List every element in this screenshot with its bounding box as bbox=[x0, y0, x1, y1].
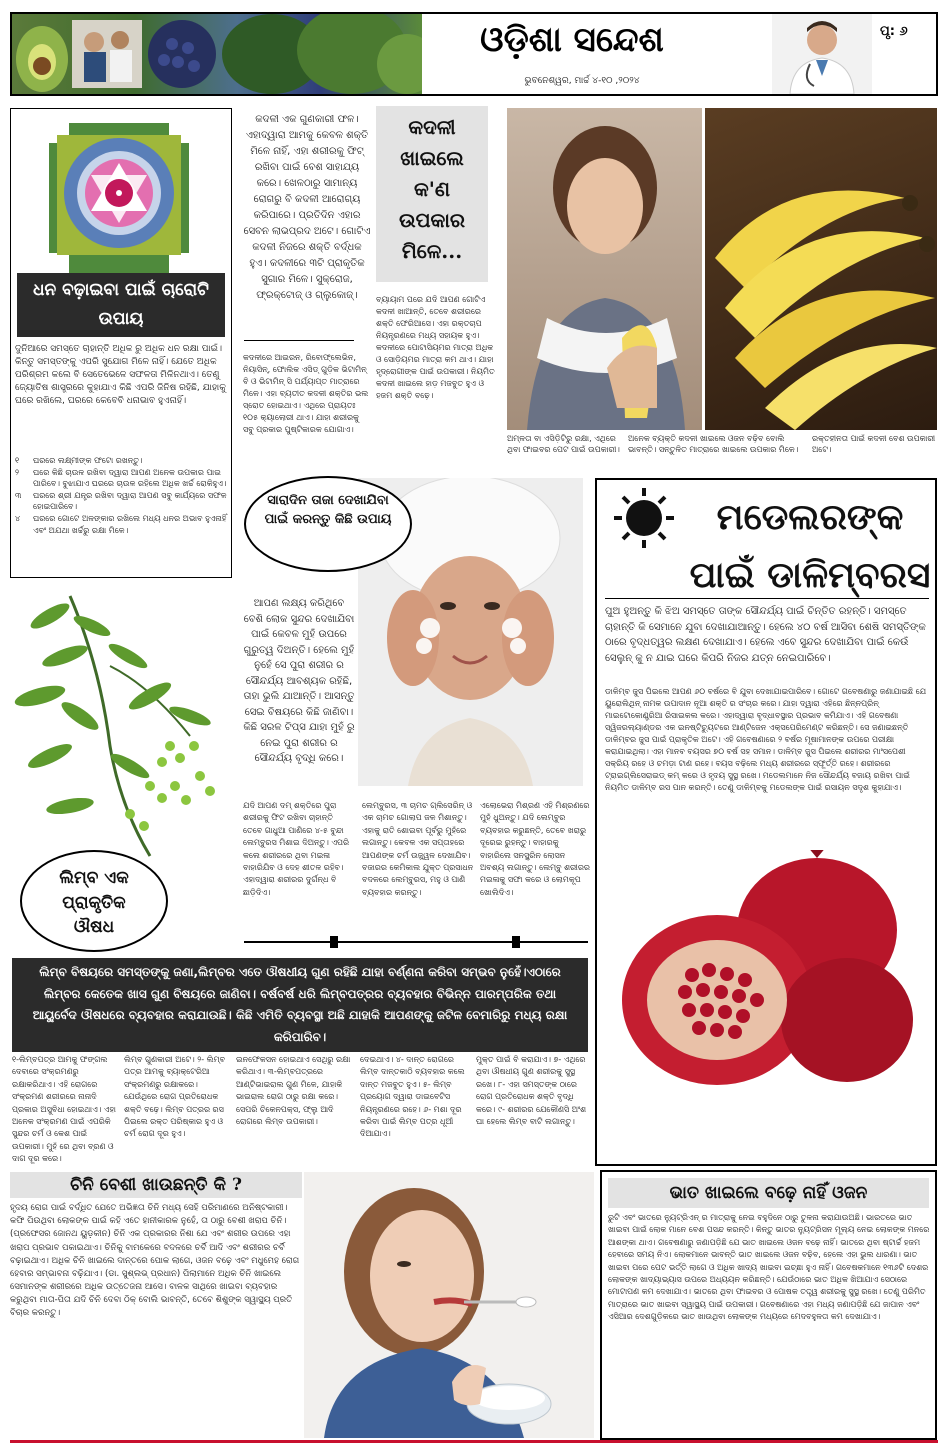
neem-banner-text: ଲିମ୍ବ ବିଷୟରେ ସମସ୍ତଙ୍କୁ ଜଣା,ଲିମ୍ବର ଏତେ ଔଷଧୀୟ ଗୁଣ ରହିଛି ଯାହା ବର୍ଣ୍ଣନା କରିବା ସମ୍ଭବ ନୁହେଁ।ଏଠାରେ ଲିମ୍ବର କେତେକ ଖାସ ଗୁଣ ବିଷୟରେ ଜାଣିବା। ବର୍ଷବର୍ଷ ଧରି ଲିମ୍ବପତ୍ରର ବ୍ୟବହାର ବିଭିନ୍ନ ପାରମ୍ପରିକ ତଥା ଆୟୁର୍ବେଦ ଔଷଧରେ ବ୍ୟବହାର କରାଯାଉଛି। କିଛି ଏମିତି ବ୍ୟବସ୍ଥା ଅଛି ଯାହାକି ଆପଣଙ୍କୁ ଜଟିଳ ବେମାରିରୁ ମଧ୍ୟ ରକ୍ଷା କରିପାରିବ। bbox=[32, 965, 568, 1044]
wealth-point-text: ଘରରେ ଶ୍ରୀ ଯନ୍ତ୍ର ରଖିବା ଦ୍ୱାରା ଆପଣ ସବୁ କାର୍ଯ୍ୟରେ ସଫଳ ହୋଇପାରିବେ। bbox=[33, 490, 227, 512]
banana-headline-box bbox=[376, 106, 488, 282]
pomegranate-section bbox=[595, 478, 937, 1166]
wealth-point-text: ଘରରେ ଗୋଟେ ଅଳଙ୍କାର ରଖିଲେ ମଧ୍ୟ ଧନର ଅଭାବ ହୁଏନାହିଁ ଏବଂ ଅଯଥା ଖର୍ଚ୍ଚରୁ ରକ୍ଷା ମିଳେ। bbox=[33, 513, 227, 535]
neem-col3: ଇନଫେକସନ ହୋଇଥାଏ ସେଥିରୁ ରକ୍ଷା କରିଥାଏ। ୩-ଲିମ୍ବପତ୍ରରେ ଆଣ୍ଟିଭାଇରାଲ ଗୁଣ ମିଳେ, ଯାହାକି ଭାଇରାଲ ରୋଗ ଠାରୁ ରକ୍ଷା କରେ। ସେପରି ଚିକେନପକ୍ସ, ଫ୍ଲୁ ଆଦି ରୋଗରେ ଲିମ୍ବ ଉପକାରୀ। bbox=[236, 1055, 351, 1126]
wealth-point-text: ଘରରେ ଲକ୍ଷ୍ମୀଙ୍କ ଫଟୋ ରଖନ୍ତୁ। bbox=[33, 456, 143, 465]
wealth-point-num: ୪ bbox=[15, 513, 21, 523]
wealth-points bbox=[15, 455, 227, 536]
neem-bubble-text: ଲିମ୍ବ ଏକ ପ୍ରାକୃତିକ ଔଷଧ bbox=[59, 868, 129, 938]
wealth-point-num: ୧ bbox=[15, 456, 20, 465]
neem-col4: ଦେଇଥାଏ। ୪- ଦାନ୍ତ ରୋଗରେ ଲିମ୍ବ ଦାନ୍ତକାଠି ବ୍ୟବହାର କଲେ ଦାନ୍ତ ମଜବୁତ ହୁଏ। ୫- ଲିମ୍ବ ପ୍ରୟୋଗ ଦ୍ୱାରା ଡାଇବେଟିସ ନିୟନ୍ତ୍ରଣରେ ରହେ। ୬- ମଶା ଦୂର କରିବା ପାଇଁ ଲିମ୍ବ ପତ୍ର ଧୂଆଁ ଦିଆଯାଏ। bbox=[360, 1055, 465, 1139]
shri-yantra-image bbox=[39, 113, 199, 273]
banana-caption3: ରକ୍ତହୀନତା ପାଇଁ କଦଳୀ ବେଶ ଉପକାରୀ ଅଟେ। bbox=[812, 434, 936, 454]
fresh-col2: ଲେମ୍ବୁରସ, ୩ ଚାମଚ ଗ୍ଲିସେରିନ୍ ଓ ଏକ ଚାମଚ ଗୋଲାପ ଜଳ ମିଶାନ୍ତୁ। ଏହାକୁ ରାତି ଶୋଇବା ପୂର୍ବରୁ ମୁହଁରେ ଲଗାନ୍ତୁ। କେବଳ ଏକ ସପ୍ତାହରେ ଆପଣଙ୍କ ଚର୍ମ ଉଜ୍ଜ୍ୱଳ ଦେଖାଯିବ। ବଜାରର କେମିକାଲ ଯୁକ୍ତ ପ୍ରସାଧନ ବଦଳରେ ଲେମ୍ବୁରସ, ମହୁ ଓ ପାଣି ବ୍ୟବହାର କରନ୍ତୁ। bbox=[362, 801, 474, 897]
pomegranate-body: ଡାଳିମ୍ବ ଜୁସ ପିଇଲେ ଆପଣ ୬୦ ବର୍ଷରେ ବି ଯୁବା ଦେଖାଯାଇପାରିବେ। ଗୋଟେ ଗବେଷଣାରୁ ଜଣାଯାଇଛି ଯେ ୟୁରୋଲିଥିନ୍ ନାମକ ଉପାଦାନ ନୂଆ ଶକ୍ତି ର ସଂଚାର କରେ। ଯାହା ଦ୍ୱାରା ଏହିରେ ଛିନ୍ନପ୍ରିନ୍ ମାଇଟୋକୋଣ୍ଡ୍ରିଆ ରିସାଇକଲ କରେ। ଏହାଦ୍ୱାରା ବୃଦ୍ଧାବସ୍ଥାର ପ୍ରଭାବ କମିଯାଏ। ଏହି ଗବେଷଣା ସ୍ୱିଜରଲ୍ୟାଣ୍ଡର ଏକ ଇନଷ୍ଟିଚ୍ୟୁଟରେ ଆଣ୍ଟିଜେନ ଏକ୍ସପେରିମେଣ୍ଟ କରିଛନ୍ତି। ସେ ଜଣାଇଛନ୍ତି ଡାଳିମ୍ବର ଜୁସ ପାଇଁ ପ୍ରାକୃତିକ ଅଟେ। ଏହି ଗବେଷଣାରେ ୨ ବର୍ଷର ମୂଷାମାନଙ୍କ ଉପରେ ପରୀକ୍ଷା କରାଯାଇଥିଲା। ଏହା ମାନବ ବୟସର ୭୦ ବର୍ଷ ସହ ସମାନ। ଡାଳିମ୍ବ ଜୁସ ପିଇଲେ ଶରୀରର ମାଂସପେଶୀ ସକ୍ରିୟ ରହେ ଓ ଚମଡ଼ା ଟାଣ ରହେ। ବୟସ ବଢ଼ିଲେ ମଧ୍ୟ ଶରୀରରେ ସ୍ଫୂର୍ତ୍ତି ରହେ। ଶରୀରରେ ଟ୍ରାଇଗ୍ଲିସେରାଇଡ୍ କମ୍ କରେ ଓ ହୃଦୟ ସୁସ୍ଥ ରଖେ। ମଡେଲମାନେ ନିଜ ସୌନ୍ଦର୍ଯ୍ୟ ବଜାୟ ରଖିବା ପାଇଁ ନିୟମିତ ଡାଳିମ୍ବ ରସ ପାନ କରନ୍ତି। ତେଣୁ ଡାଳିମ୍ବକୁ ମଡେଲଙ୍କ ପାଇଁ ରସାୟନ ସଦୃଶ କୁହାଯାଏ। bbox=[605, 687, 927, 792]
wealth-point bbox=[15, 467, 227, 490]
banana-col2: କଦଳୀରେ ଆଇରନ, ରିବୋଫ୍ଲେଭିନ, ନିୟାସିନ୍, ଫୋଲିକ ଏସିଡ୍ ଗୁଡ଼ିକ ଭିଟାମିନ୍ ବି ଓ ଭିଟାମିନ୍ ସି ପର୍ଯ୍ୟାପ୍ତ ମାତ୍ରାରେ ମିଳେ। ଏହା ବ୍ୟତୀତ କଦଳୀ ଶକ୍ତିର ଭଲ ସ୍ରୋତ ହୋଇଥାଏ। ଏଥିରେ ପ୍ରାୟତଃ ୧୦୫ କ୍ୟାଲୋରୀ ଥାଏ। ଯାହା ଶରୀରକୁ ସବୁ ପ୍ରକାର ପୁଷ୍ଟିକାରକ ଯୋଗାଏ। bbox=[243, 353, 369, 434]
neem-col1: ୧-ଲିମ୍ବପତ୍ର ଆମକୁ ଫଙ୍ଗଲ ଦେବାରେ ସଂକ୍ରମଣରୁ ରକ୍ଷାକରିଥାଏ। ଏହି ରୋଗରେ ସଂକ୍ରମଣ ଶରୀରରେ ନାନାଦି ପ୍ରକାର ଅସୁବିଧା ହୋଇଥାଏ। ଏହା ଅନେକ ସଂକ୍ରମଣ ପାଇଁ ଏପରିକି ସୁନ୍ଦର ଚର୍ମ ଓ କେଶ ପାଇଁ ଉପକାରୀ। ମୁହଁ ରେ ଥିବା ବ୍ରଣ ଓ ଦାଗ ଦୂର କରେ। bbox=[12, 1055, 116, 1164]
masthead bbox=[10, 12, 938, 96]
sugar-headline: ଚିନି ବେଶୀ ଖାଉଛନ୍ତି କି ? bbox=[70, 1175, 242, 1195]
banana-col3: ବ୍ୟାୟାମ ପରେ ଯଦି ଆପଣ ଗୋଟିଏ କଦଳୀ ଖାଆନ୍ତି, ତେବେ ଶରୀରରେ ଶକ୍ତି ଫେରିଆସେ। ଏହା ରକ୍ତଚାପ ନିୟନ୍ତ୍ରଣରେ ମଧ୍ୟ ସହାୟକ ହୁଏ। କଦଳୀରେ ପୋଟାସିୟମର ମାତ୍ରା ଅଧିକ ଓ ସୋଡ଼ିୟମର ମାତ୍ରା କମ ଥାଏ। ଯାହା ହୃଦ୍‌ରୋଗୀଙ୍କ ପାଇଁ ଉପକାରୀ। ନିୟମିତ କଦଳୀ ଖାଇଲେ ହାଡ଼ ମଜବୁତ ହୁଏ ଓ ହଜମ ଶକ୍ତି ବଢ଼େ। bbox=[376, 295, 495, 400]
wealth-intro: ଦୁନିଆରେ ସମସ୍ତେ ଚାହାନ୍ତି ଅଧିକ ରୁ ଅଧିକ ଧନ ରକ୍ଷା ପାଇଁ। କିନ୍ତୁ ସମସ୍ତଙ୍କୁ ଏପରି ସୁଯୋଗ ମିଳେ ନାହିଁ। ଯେତେ ଅଧିକ ପରିଶ୍ରମ କଲେ ବି ସେତେଭେଳେ ସଫଳତା ମିଳିନଥାଏ। ତେଣୁ ଜ୍ୟୋତିଷ ଶାସ୍ତ୍ରରେ କୁହାଯାଏ କିଛି ଏପରି ଜିନିଷ ରହିଛି, ଯାହାକୁ ଘରେ ରଖିଲେ, ଘରରେ କେବେବି ଧନାଭାବ ହୁଏନାହିଁ। bbox=[15, 344, 226, 407]
wealth-point-num: ୩ bbox=[15, 490, 22, 500]
neem-banner bbox=[12, 958, 588, 1052]
neem-col5: ମୁକ୍ତ ପାଇଁ ବି କରାଯାଏ। ୭- ଏଥିରେ ଥିବା ଔଷଧୀୟ ଗୁଣ ଶରୀରକୁ ସୁସ୍ଥ ରଖେ। ୮- ଏହା ସମସ୍ତଙ୍କ ଠାରେ ରୋଗ ପ୍ରତିରୋଧକ ଶକ୍ତି ବୃଦ୍ଧି କରେ। ୯- ଶରୀରର ଯେକୌଣସି ଅଂଶ ଘା ହେଲେ ଲିମ୍ବ ବାଟି ଲଗାନ୍ତୁ। bbox=[476, 1055, 587, 1126]
fresh-col-beside: ଆପଣ ଲକ୍ଷ୍ୟ କରିଥିବେ ବେଶି ଲୋକ ସୁନ୍ଦର ଦେଖାଯିବା ପାଇଁ କେବଳ ମୁହଁ ଉପରେ ଗୁରୁତ୍ୱ ଦିଅନ୍ତି। ହେଲେ ମୁହଁ ନୁହେଁ ସେ ପୁରା ଶରୀର ର ସୌନ୍ଦର୍ଯ୍ୟ ଆବଶ୍ୟକ ରହିଛି, ତାହା ଭୁଲି ଯାଆନ୍ତି। ଆସନ୍ତୁ ସେଇ ବିଷୟରେ କିଛି ଜାଣିବା। କିଛି ସରଳ ଟିପ୍ସ ଯାହା ମୁହଁ ରୁ ନେଇ ପୁରା ଶରୀର ର ସୌନ୍ଦର୍ଯ୍ୟ ବୃଦ୍ଧି କରେ। bbox=[243, 598, 355, 764]
fresh-rule-marker bbox=[512, 936, 520, 948]
pomegranate-lead: ପୁଅ ହୁଅନ୍ତୁ କି ଝିଅ ସମସ୍ତେ ତାଙ୍କ ସୌନ୍ଦର୍ଯ୍ୟ ପାଇଁ ଚିନ୍ତିତ ରହନ୍ତି। ସମସ୍ତେ ଚାହାନ୍ତି କି ସେମାନେ ଯୁବା ଦେଖାଯାଆନ୍ତୁ। ହେଲେ ୪୦ ବର୍ଷ ଆସିବା ଶେଷି ସମସ୍ତିଙ୍କ ଠାରେ ବୃଦ୍ଧତ୍ୱର ଲକ୍ଷଣ ଦେଖାଯାଏ। ହେଲେ ଏବେ ସୁନ୍ଦର ଦେଖାଯିବା ପାଇଁ କେଉଁ ସେଲୁନ୍ କୁ ନ ଯାଇ ଘରେ କିପରି ନିଜର ଯତ୍ନ ନେଇପାରିବେ। bbox=[605, 606, 926, 664]
wealth-title: ଧନ ବଢ଼ାଇବା ପାଇଁ ଚାରୋଟି ଉପାୟ bbox=[17, 273, 225, 337]
neem-bubble bbox=[20, 850, 168, 952]
footer-rule bbox=[10, 1440, 938, 1443]
banana-caption2: ଅନେକ ବ୍ୟକ୍ତି କଦଳୀ ଖାଇଲେ ଓଜନ ବଢ଼ିବ ବୋଲି ଭାବନ୍ତି। ସନ୍ତୁଳିତ ମାତ୍ରାରେ ଖାଇଲେ ଉପକାର ମିଳେ। bbox=[628, 434, 799, 454]
pomegranate-headline: ମଡେଲରଙ୍କ ପାଇଁ ଡାଳିମ୍ବରସ bbox=[689, 496, 931, 596]
wealth-point-num: ୨ bbox=[15, 467, 19, 477]
woman-eating-banana-image bbox=[507, 108, 702, 430]
pomegranate-image bbox=[617, 850, 917, 1090]
banana-caption1: ଅମ୍ଳତା ବା ଏସିଡ଼ିଟିରୁ ରକ୍ଷା, ଏଥିରେ ଥିବା ଫାଇବର ପେଟ ପାଇଁ ଉପକାରୀ। bbox=[507, 434, 620, 454]
wealth-point bbox=[15, 513, 227, 536]
woman-eating-yogurt-image bbox=[304, 1172, 594, 1438]
rice-body: ରୁଟି ଏବଂ ଭାତରେ ନ୍ୟୁଟ୍ରିଏନ୍ ର ମାତ୍ରାକୁ ନେଇ ବହୁଦିନେ ଠାରୁ ତୁଳନା କରାଯାଉଅଛି। ଭାରତରେ ଭାତ ଖାଇବା ପାଇଁ ଲୋକ ମାନେ ବେଶ ପସନ୍ଦ କରନ୍ତି। କିନ୍ତୁ ଭାତର ନ୍ୟୁଟ୍ରିସନ ମୂଲ୍ୟ ନେଇ ଲୋକଙ୍କ ମନରେ ଆଶଙ୍କା ଥାଏ। ଗବେଷଣାରୁ ଜଣାପଡ଼ିଛି ଯେ ଭାତ ଖାଇଲେ ଓଜନ ବଢ଼େ ନାହିଁ। ଭାତରେ ଥିବା ଷ୍ଟାର୍ଚ୍ଚ ହଜମ ହେବାରେ ସମୟ ନିଏ। ଲୋକମାନେ ଭାବନ୍ତି ଭାତ ଖାଇଲେ ଓଜନ ବଢ଼ିବ, ହେଲେ ଏହା ଭୁଲ ଧାରଣା। ଭାତ ଖାଇବା ପରେ ପେଟ ଭର୍ତ୍ତି ଲାଗେ ଓ ଅଧିକ ଖାଦ୍ୟ ଖାଇବା ଇଚ୍ଛା ହୁଏ ନାହିଁ। ଗବେଷକମାନେ ୧୩୬ଟି ଦେଶର ଲୋକଙ୍କ ଖାଦ୍ୟାଭ୍ୟାସ ଉପରେ ଅଧ୍ୟୟନ କରିଛନ୍ତି। ଯେଉଁଠାରେ ଭାତ ଅଧିକ ଖିଆଯାଏ ସେଠାରେ ମୋଟାପଣ କମ ଦେଖାଯାଏ। ଭାତରେ ଥିବା ଫାଇବର ଓ ପୋଷକ ତତ୍ତ୍ୱ ଶରୀରକୁ ସୁସ୍ଥ ରଖେ। ତେଣୁ ପରିମିତ ମାତ୍ରାରେ ଭାତ ଖାଇବା ସ୍ୱାସ୍ଥ୍ୟ ପାଇଁ ଉପକାରୀ। ଗବେଷଣାରେ ଏହା ମଧ୍ୟ ଜଣାପଡ଼ିଛି ଯେ ଜାପାନ ଏବଂ ଏସିଆର ଦେଶଗୁଡ଼ିକରେ ଭାତ ଖାଉଥିବା ଲୋକଙ୍କ ମଧ୍ୟରେ ମେଦବହୁଳତା କମ ଦେଖାଯାଏ। bbox=[608, 1213, 930, 1322]
fresh-headline: ସାରାଦିନ ତାଜା ଦେଖାଯିବା ପାଇଁ କରନ୍ତୁ କିଛି ଉପାୟ bbox=[264, 493, 392, 527]
bananas-image bbox=[705, 108, 937, 430]
rice-headline-box bbox=[608, 1178, 929, 1208]
wealth-point bbox=[15, 490, 227, 513]
masthead-dateline: ଭୁବନେଶ୍ୱର, ମାର୍ଚ୍ଚ ୪-୧୦ ,୨୦୨୪ bbox=[524, 76, 640, 86]
pomegranate-rule bbox=[605, 598, 929, 599]
fresh-col3: ଏଲୋଭେରା ମିଶ୍ରଣ ଏହି ମିଶ୍ରଣରେ ମୁହଁ ଧୁଅନ୍ତୁ। ଯଦି ଲେମ୍ବୁର ବ୍ୟବହାର କରୁଛନ୍ତି, ତେବେ ଖରାରୁ ଦୂରେଇ ରୁହନ୍ତୁ। ବାହାରକୁ ବାହାରିଲେ ସନସ୍କ୍ରିନ ଲୋସନ ଅବଶ୍ୟ ଲଗାନ୍ତୁ। ଲେମ୍ବୁ ଶରୀରର ମଇଳାକୁ ସଫା କରେ ଓ ଲୋମକୂପ ଖୋଲିଦିଏ। bbox=[480, 801, 590, 897]
banana-rule bbox=[244, 340, 354, 341]
rice-section bbox=[600, 1170, 937, 1440]
fresh-rule-marker bbox=[330, 936, 338, 948]
banana-col1: କଦଳୀ ଏକ ଗୁଣକାରୀ ଫଳ। ଏହାଦ୍ୱାରା ଆମକୁ କେବଳ ଶକ୍ତି ମିଳେ ନାହିଁ, ଏହା ଶରୀରକୁ ଫିଟ୍ ରଖିବା ପାଇଁ ବେଶ ସାହାଯ୍ୟ କରେ। ଖେଳଠାରୁ ସାମାନ୍ୟ ରୋଗରୁ ବି କଦଳୀ ଆରୋଗ୍ୟ କରିପାରେ। ପ୍ରତିଦିନ ଏହାର ସେବନ ଲାଭପ୍ରଦ ଅଟେ। ଗୋଟିଏ କଦଳୀ ନିଜରେ ଶକ୍ତି ବର୍ଦ୍ଧକ ହୁଏ। କଦଳୀରେ ୩ଟି ପ୍ରାକୃତିକ ସୁଗାର ମିଳେ। ସୁକ୍ରୋଜ, ଫ୍ରକ୍ଟୋଜ୍ ଓ ଗ୍ଲୁକୋଜ୍। bbox=[243, 114, 371, 301]
neem-col2: ଲିମ୍ବ ଗୁଣକାରୀ ଅଟେ। ୨- ଲିମ୍ବ ପତ୍ର ଆମକୁ ବ୍ୟାକ୍ଟେରିଆ ସଂକ୍ରମଣରୁ ରକ୍ଷାକରେ। ଯେଉଁଥିରେ ରୋଗ ପ୍ରତିରୋଧକ ଶକ୍ତି ବଢ଼େ। ଲିମ୍ବ ପତ୍ରର ରସ ପିଇଲେ ରକ୍ତ ପରିଷ୍କାର ହୁଏ ଓ ଚର୍ମ ରୋଗ ଦୂର ହୁଏ। bbox=[124, 1055, 226, 1139]
sugar-headline-box bbox=[10, 1172, 302, 1198]
rice-headline: ଭାତ ଖାଇଲେ ବଢ଼େ ନାହିଁ ଓଜନ bbox=[669, 1183, 868, 1203]
fresh-headline-bubble bbox=[244, 476, 412, 572]
wealth-section bbox=[10, 108, 232, 578]
page-number: ପୃ: ୬ bbox=[880, 24, 908, 39]
neem-image bbox=[10, 586, 238, 862]
vegetables-image bbox=[12, 14, 422, 94]
sugar-body: ହୃଦୟ ରୋଗ ପାଇଁ ବର୍ଦ୍ଧିତ ଯେତେ ଅଭିଜ୍ଞତା ଚିନି ମଧ୍ୟ ସେହି ପରିମାଣରେ ଅନିଷ୍ଟକାରୀ। କଫି ପିଉଥିବା ଲୋକଙ୍କ ପାଇଁ କହି ଏତେ ହାନୀକାରକ ନୁହେଁ, ତା ଠାରୁ ବେଶୀ ଖରାପ ଚିନି। (ପ୍ରଫେସର ଜୋନଥ ୟୁଡ଼କୀନ) ଚିନି ଏକ ପ୍ରକାରର ନିଶା ଯେ ଏବଂ ଶରୀର ଉପରେ ଏହା ଖରାପ ପ୍ରଭାବ ପକାଇଥାଏ। ଚିନିକୁ ବାମକେରେ ବଦଳରେ ଚର୍ବି ଆଦି ଏବଂ ଶରୀରର ଚର୍ବି ବଢ଼ାଇଥାଏ। ଅଧିକ ଚିନି ଖାଇଲେ ଦାନ୍ତରେ ପୋକ ଲାଗେ, ଓଜନ ବଢ଼େ ଏବଂ ମଧୁମେହ ରୋଗ ହେବାର ସମ୍ଭାବନା ବଢ଼ିଯାଏ। (ଡା. ସୁଶ୍ଲଭ୍ ପ୍ରଧାନ) ପିଲାମାନେ ଅଧିକ ଚିନି ଖାଇଲେ ସେମାନଙ୍କ ଶରୀରରେ ଅଧିକ ଉତ୍ତେଜନା ଆସେ। ବାଳକ ସାଥିରେ ଖାଇବା ବ୍ୟବହାର କରୁଥିବା ମାତା-ପିତା ଯଦି ଚିନି ଦେବା ଠିକ୍ ବୋଲି ଭାବନ୍ତି, ତେବେ ଶିଶୁଙ୍କ ସ୍ୱାସ୍ଥ୍ୟ ପ୍ରତି ବିଚାର କରନ୍ତୁ। bbox=[10, 1203, 300, 1319]
fresh-rule bbox=[244, 941, 588, 943]
masthead-title: ଓଡ଼ିଶା ସନ୍ଦେଶ bbox=[480, 20, 664, 60]
doctor-image bbox=[772, 14, 872, 94]
fresh-col1: ଯଦି ଆପଣ ଦମ୍ ଶକ୍ତିରେ ପୁରା ଶରୀରକୁ ଫିଟ ରଖିବା ଚାହାନ୍ତି ତେବେ ଗାଧୁଆ ପାଣିରେ ୪-୫ ବୁନ୍ଦା ଲେମ୍ବୁରସ ମିଶାଇ ଦିଅନ୍ତୁ। ଏପରି କଲେ ଶରୀରରେ ଥିବା ମଇଳା ବାହାରିଯିବ ଓ ଦେହ ଶୀତଳ ରହିବ। ଏହାଦ୍ୱାରା ଶରୀରର ଦୁର୍ଗନ୍ଧ ବି ଛାଡ଼ିଦିଏ। bbox=[243, 801, 350, 897]
banana-headline: କଦଳୀ ଖାଇଲେ କ'ଣ ଉପକାର ମିଳେ... bbox=[398, 115, 466, 263]
wealth-point bbox=[15, 455, 227, 467]
wealth-point-text: ଘରେ କିଛି ଚାଉଳ ରଖିବା ଦ୍ୱାରା ଆପଣ ଅନେକ ଉପକାର ପାଇ ପାରିବେ। ବୁଝାଯାଏ ଘରରେ ଚାଉଳ ରହିଲେ ଅଧିକ ଖର୍ଚ୍ଚ ରୋକିହୁଏ। bbox=[33, 467, 227, 489]
